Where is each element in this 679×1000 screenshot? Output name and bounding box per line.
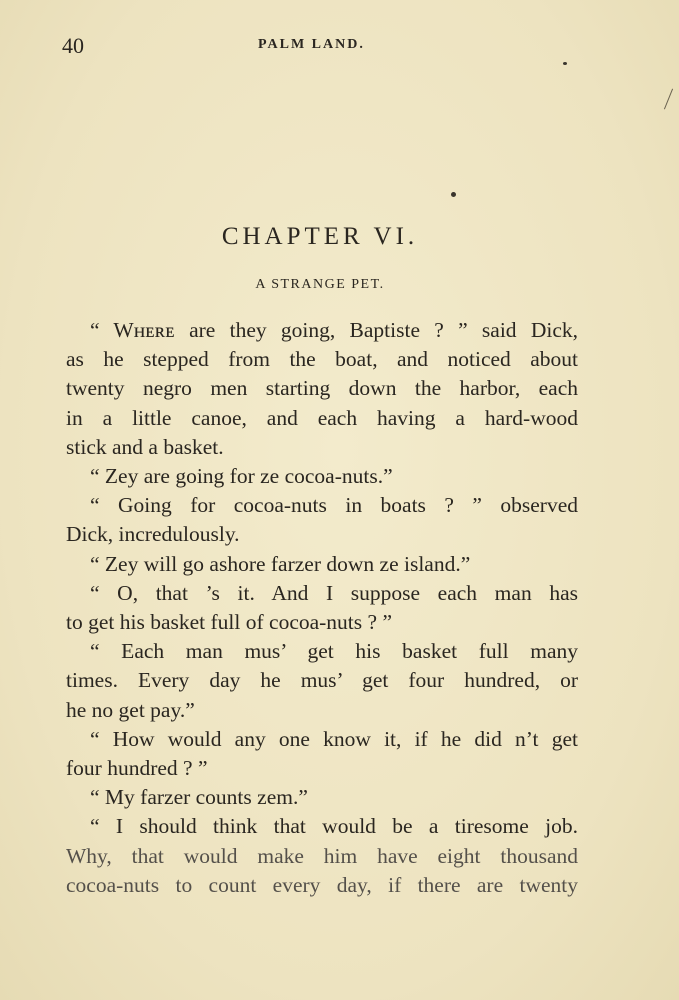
body-text: [66, 316, 578, 900]
text-line: Dick, incredulously.: [66, 522, 240, 547]
text-line: “ Zey are going for ze cocoa-nuts.”: [90, 464, 393, 489]
text-line: “ I should think that would be a tiresome job.: [90, 814, 578, 839]
chapter-subtitle: A STRANGE PET.: [255, 277, 385, 292]
margin-mark: [664, 89, 673, 110]
text-line: “ Zey will go ashore farzer down ze island.”: [90, 551, 471, 576]
running-head: [62, 33, 582, 57]
text-line: “ Wʜᴇʀᴇ are they going, Baptiste ? ” said Dick,: [90, 318, 578, 342]
text-line: twenty negro men starting down the harbor, each: [66, 376, 578, 401]
text-line: four hundred ? ”: [66, 756, 208, 781]
text-line: in a little canoe, and each having a hard-wood: [66, 405, 578, 430]
text-line: cocoa-nuts to count every day, if there are twenty: [66, 872, 578, 897]
text-line: “ My farzer counts zem.”: [90, 785, 308, 810]
text-line: Why, that would make him have eight thousand: [66, 843, 578, 868]
text-line: to get his basket full of cocoa-nuts ? ”: [66, 610, 392, 635]
page-number: 40: [62, 33, 84, 58]
text-line: “ Going for cocoa-nuts in boats ? ” observed: [90, 493, 578, 518]
ink-speck: [563, 62, 567, 65]
text-line: as he stepped from the boat, and noticed about: [66, 347, 578, 372]
text-line: “ Each man mus’ get his basket full many: [90, 639, 578, 664]
running-title: PALM LAND.: [258, 37, 365, 52]
ink-speck: [451, 192, 456, 197]
text-line: he no get pay.”: [66, 697, 195, 722]
text-line: “ O, that ’s it. And I suppose each man has: [90, 580, 578, 605]
text-line: stick and a basket.: [66, 434, 224, 459]
chapter-title: CHAPTER VI.: [221, 223, 419, 250]
text-line: “ How would any one know it, if he did n’t get: [90, 726, 578, 751]
text-line: times. Every day he mus’ get four hundred, or: [66, 668, 578, 693]
